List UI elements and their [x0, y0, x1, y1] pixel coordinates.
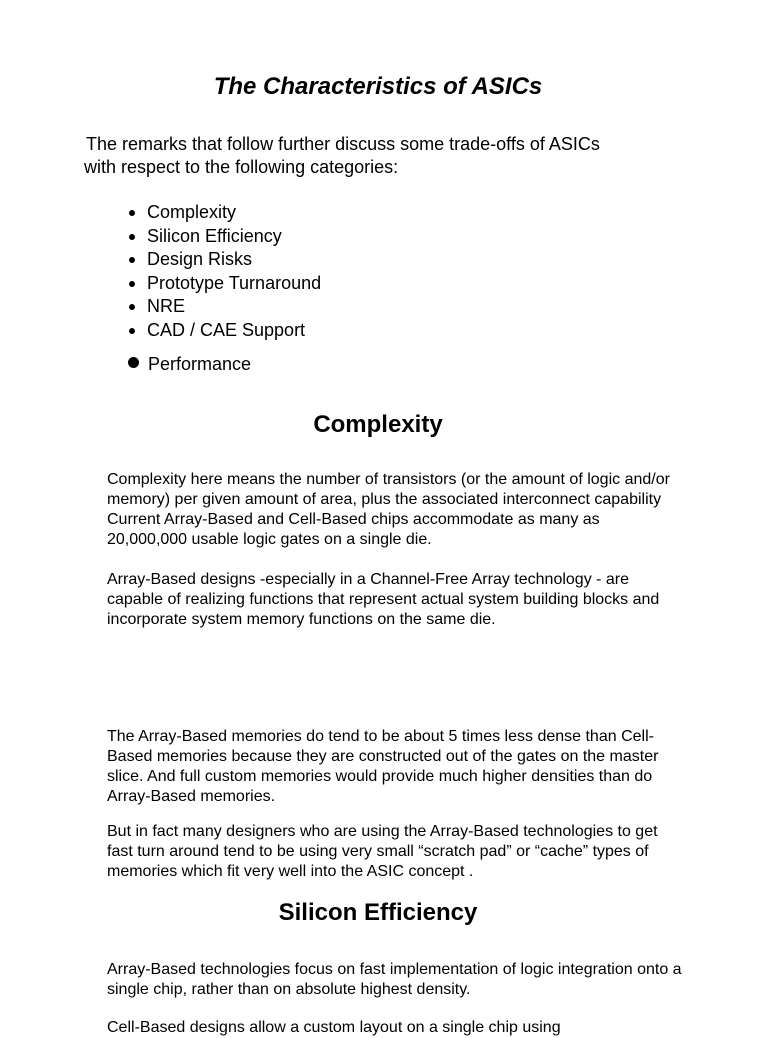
category-item-performance: [128, 352, 251, 376]
text-line: The Array-Based memories do tend to be about 5 times less dense than Cell-: [107, 728, 654, 745]
complexity-paragraph: [107, 727, 658, 807]
category-item: Silicon Efficiency: [128, 225, 321, 249]
section-heading-silicon-efficiency: Silicon Efficiency: [278, 899, 478, 926]
section-heading-complexity: Complexity: [313, 411, 443, 438]
bullet-dot-icon: [128, 357, 139, 368]
text-line: Current Array-Based and Cell-Based chips accommodate as many as: [107, 511, 600, 528]
category-item: Prototype Turnaround: [128, 272, 321, 296]
text-line: Based memories because they are constructed out of the gates on the master: [107, 748, 659, 765]
text-line: slice. And full custom memories would provide much higher densities than do: [107, 768, 653, 785]
complexity-paragraph: [107, 470, 670, 550]
text-line: fast turn around tend to be using very small “scratch pad” or “cache” types of: [107, 843, 649, 860]
text-line: memories which fit very well into the ASIC concept .: [107, 863, 474, 880]
page-title: The Characteristics of ASICs: [213, 73, 543, 100]
text-line: But in fact many designers who are using the Array-Based technologies to get: [107, 823, 658, 840]
category-item: Design Risks: [128, 248, 321, 272]
text-line: Cell-Based designs allow a custom layout on a single chip using: [107, 1019, 561, 1036]
silicon-efficiency-paragraph: [107, 960, 682, 1000]
category-label: Performance: [148, 354, 252, 374]
category-item: Complexity: [128, 201, 321, 225]
complexity-paragraph: [107, 822, 658, 882]
text-line: capable of realizing functions that represent actual system building blocks and: [107, 591, 660, 608]
text-line: Complexity here means the number of transistors (or the amount of logic and/or: [107, 471, 670, 488]
text-line: single chip, rather than on absolute highest density.: [107, 981, 471, 998]
complexity-paragraph: [107, 570, 659, 630]
text-line: Array-Based memories.: [107, 788, 276, 805]
intro-line: with respect to the following categories:: [84, 157, 399, 177]
category-item: NRE: [128, 295, 321, 319]
text-line: memory) per given amount of area, plus the associated interconnect capability: [107, 491, 662, 508]
intro-paragraph: [84, 133, 600, 179]
text-line: 20,000,000 usable logic gates on a single die.: [107, 531, 432, 548]
text-line: incorporate system memory functions on the same die.: [107, 611, 496, 628]
silicon-efficiency-paragraph: [107, 1018, 561, 1038]
intro-line: The remarks that follow further discuss some trade-offs of ASICs: [86, 134, 600, 154]
text-line: Array-Based designs -especially in a Channel-Free Array technology - are: [107, 571, 630, 588]
text-line: Array-Based technologies focus on fast implementation of logic integration onto a: [107, 961, 682, 978]
category-item: CAD / CAE Support: [128, 319, 321, 343]
category-list: [128, 201, 321, 342]
